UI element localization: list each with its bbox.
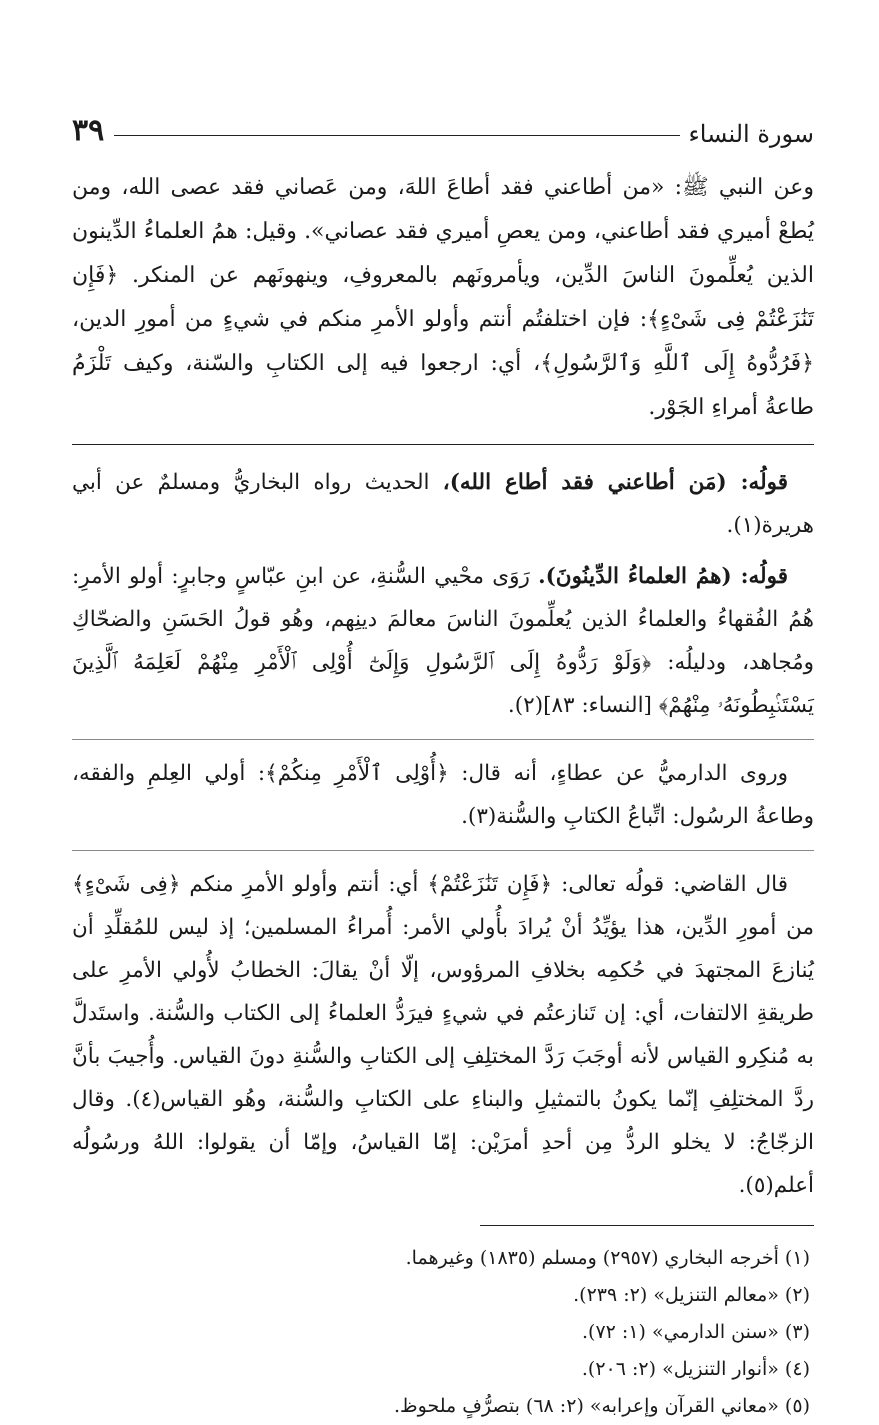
footnote: (٥) «معاني القرآن وإعرابه» (٢: ٦٨) بتصرُّفٍ ملحوظ.	[394, 1395, 810, 1417]
commentary-text: قال القاضي: قولُه تعالى: ﴿فَإِن تَنَٰزَعْتُمْ﴾ أي: أنتم وأولو الأمرِ منكم ﴿فِى شَىْءٍ﴾ من أمورِ الدِّين، هذا يؤيِّدُ أنْ يُرادَ بأُولي الأمر: أُمراءُ المسلمين؛ إذ ليس للمُقلِّدِ أن يُنازعَ المجتهدَ في حُكمِه بخلافِ المرؤوس، إلّا أنْ يقالَ: الخطابُ لأُولي الأمرِ على طريقةِ الالتفات، أي: إن تَنازعتُم في شيءٍ فيرَدُّ العلماءُ إلى الكتاب والسُّنة. واستَدلَّ به مُنكِرو القياس لأنه أوجَبَ رَدَّ المختلِفِ إلى الكتابِ والسُّنةِ دونَ القياس. وأُجيبَ بأنَّ ردَّ المختلِفِ إنّما يكونُ بالتمثيلِ والبناءِ على الكتابِ والسُّنة، وهُو القياس(٤). وقال الزجّاجُ: لا يخلو الردُّ مِن أحدِ أمرَيْن: إمّا القياسُ، وإمّا أن يقولوا: اللهُ ورسُولُه أعلم(٥).	[72, 872, 814, 1198]
footnote: (١) أخرجه البخاري (٢٩٥٧) ومسلم (١٨٣٥) وغيرهما.	[405, 1247, 810, 1269]
commentary-text: الحديث رواه البخاريُّ ومسلمٌ عن أبي هريرة(١).	[72, 470, 814, 538]
header-rule	[114, 135, 680, 136]
footnote: (٤) «أنوار التنزيل» (٢: ٢٠٦).	[581, 1358, 810, 1380]
running-header	[72, 100, 814, 148]
commentary-text: رَوَى محْيي السُّنةِ، عن ابنِ عبّاسٍ وجابرٍ: أولو الأمرِ: هُمُ الفُقهاءُ والعلماءُ الذين يُعلِّمونَ الناسَ معالمَ دينِهم، وهُو قولُ الحَسَنِ والضحّاكِ ومُجاهد، ودليلُه: ﴿وَلَوْ رَدُّوهُ إِلَى ٱلرَّسُولِ وَإِلَىٰٓ أُوْلِى ٱلْأَمْرِ مِنْهُمْ لَعَلِمَهُ ٱلَّذِينَ يَسْتَنۢبِطُونَهُۥ مِنْهُمْ﴾ [النساء: ٨٣](٢).	[72, 564, 814, 718]
footnote-separator	[480, 1225, 814, 1226]
commentary-paragraph	[72, 863, 814, 1207]
commentary-paragraph	[72, 555, 814, 727]
page-number: ٣٩	[72, 113, 105, 148]
commentary-paragraph	[72, 752, 814, 838]
commentary-text: وروى الدارميُّ عن عطاءٍ، أنه قال: ﴿أُوْلِى ٱلْأَمْرِ مِنكُمْ﴾: أولي العِلمِ والفقه، وطاعةُ الرسُول: اتِّباعُ الكتابِ والسُّنة(٣).	[72, 761, 814, 829]
surah-title: سورة النساء	[688, 120, 814, 148]
commentary-heading: قولُه: (همُ العلماءُ الدِّينُونَ).	[538, 564, 788, 589]
commentary-heading: قولُه: (مَن أطاعني فقد أطاع الله)،	[442, 470, 789, 495]
document-page	[72, 100, 814, 1425]
footnote: (٣) «سنن الدارمي» (١: ٧٢).	[581, 1321, 810, 1343]
commentary-paragraph	[72, 461, 814, 547]
footnote: (٢) «معالم التنزيل» (٢: ٢٣٩).	[573, 1284, 810, 1306]
commentary-separator	[72, 444, 814, 445]
main-tafsir-text: وعن النبي ﷺ: «من أطاعني فقد أطاعَ اللهَ، ومن عَصاني فقد عصى الله، ومن يُطعْ أميري فقد أطاعني، ومن يعصِ أميري فقد عصاني». وقيل: همُ العلماءُ الدِّينون الذين يُعلِّمونَ الناسَ الدِّين، ويأمرونَهم بالمعروفِ، وينهونَهم عن المنكر. ﴿فَإِن تَنَٰزَعْتُمْ فِى شَىْءٍ﴾: فإن اختلفتُم أنتم وأولو الأمرِ منكم في شيءٍ من أمورِ الدين، ﴿فَرُدُّوهُ إِلَى ٱللَّهِ وَٱلرَّسُولِ﴾، أي: ارجعوا فيه إلى الكتابِ والسّنة، وكيف تَلْزَمُ طاعةُ أمراءِ الجَوْر.	[72, 175, 814, 420]
commentary-section	[72, 461, 814, 1207]
footnotes-list	[72, 1240, 814, 1425]
paragraph-divider	[72, 850, 814, 851]
paragraph-divider	[72, 739, 814, 740]
